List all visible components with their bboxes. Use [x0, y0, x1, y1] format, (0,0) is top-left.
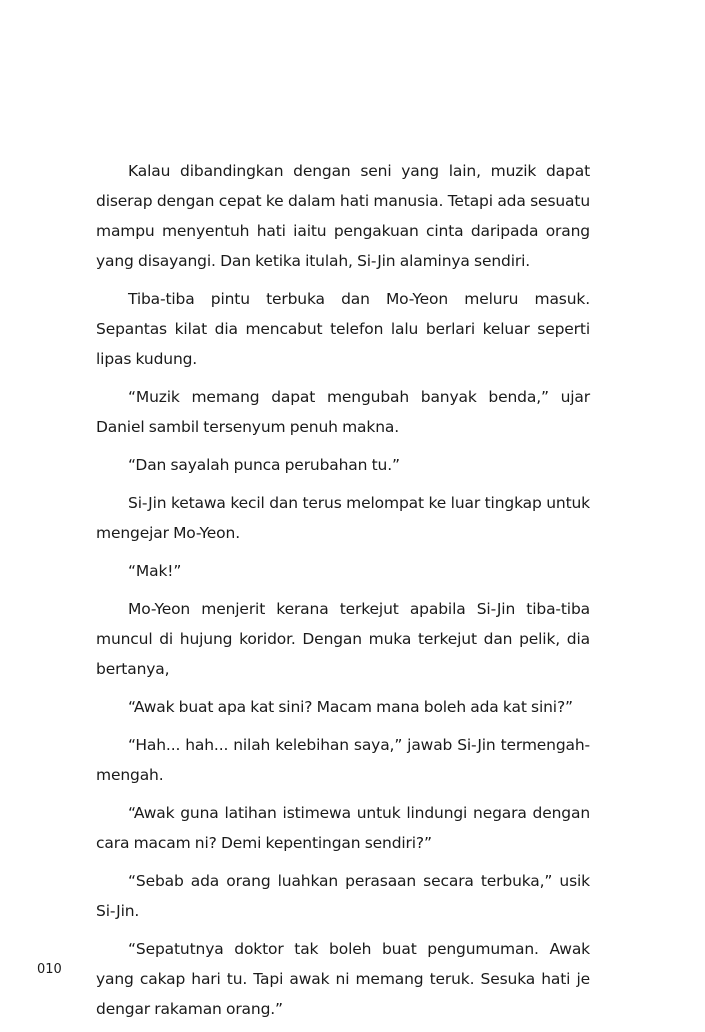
- paragraph: Tiba-tiba pintu terbuka dan Mo-Yeon meluru masuk. Sepantas kilat dia mencabut telefon lalu berlari keluar seperti lipas kudung.: [96, 290, 590, 368]
- paragraph: “Awak buat apa kat sini? Macam mana boleh ada kat sini?”: [128, 698, 573, 716]
- paragraph: Mo-Yeon menjerit kerana terkejut apabila Si-Jin tiba-tiba muncul di hujung koridor. Dengan muka terkejut dan pelik, dia bertanya,: [96, 600, 590, 678]
- paragraph: “Dan sayalah punca perubahan tu.”: [128, 456, 400, 474]
- paragraph: “Sebab ada orang luahkan perasaan secara terbuka,” usik Si-Jin.: [96, 872, 590, 920]
- paragraph: Si-Jin ketawa kecil dan terus melompat ke luar tingkap untuk mengejar Mo-Yeon.: [96, 494, 590, 542]
- paragraph: “Mak!”: [128, 562, 182, 580]
- paragraph: Kalau dibandingkan dengan seni yang lain, muzik dapat diserap dengan cepat ke dalam hati manusia. Tetapi ada sesuatu mampu menyentuh hati iaitu pengakuan cinta daripada orang yang disayangi. Dan ketika itulah, Si-Jin alaminya sendiri.: [96, 162, 590, 270]
- body-text: [96, 156, 590, 1032]
- paragraph: “Hah... hah... nilah kelebihan saya,” jawab Si-Jin termengah-mengah.: [96, 736, 590, 784]
- paragraph: “Muzik memang dapat mengubah banyak benda,” ujar Daniel sambil tersenyum penuh makna.: [96, 388, 590, 436]
- paragraph: “Awak guna latihan istimewa untuk lindungi negara dengan cara macam ni? Demi kepentingan sendiri?”: [96, 804, 590, 852]
- paragraph: “Sepatutnya doktor tak boleh buat pengumuman. Awak yang cakap hari tu. Tapi awak ni memang teruk. Sesuka hati je dengar rakaman orang.”: [96, 940, 590, 1018]
- page-number: 010: [37, 962, 62, 977]
